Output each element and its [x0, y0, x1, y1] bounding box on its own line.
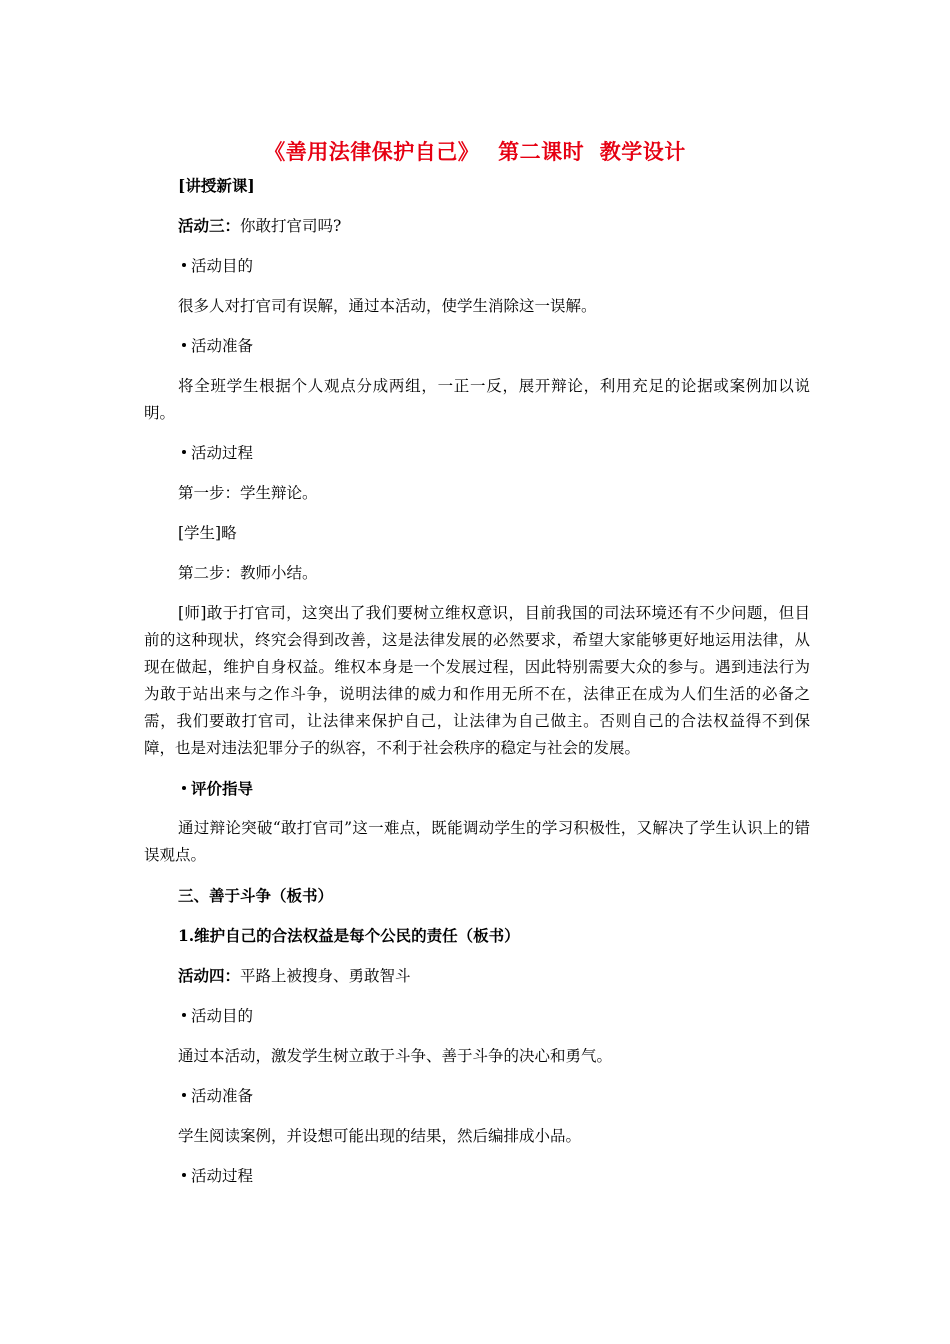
bullet-label: 活动准备	[191, 337, 254, 355]
activity4-heading	[144, 962, 810, 990]
bullet-dot	[182, 1013, 186, 1017]
bullet-dot	[182, 263, 186, 267]
section3-heading: 三、善于斗争（板书）	[178, 886, 334, 905]
bullet-dot	[182, 450, 186, 454]
bullet-label: 活动准备	[191, 1087, 254, 1105]
bullet-dot	[182, 343, 186, 347]
activity4-label: 活动四：	[178, 966, 241, 985]
bullet-label: 活动过程	[191, 444, 254, 462]
bullet-label: 活动目的	[191, 1007, 254, 1025]
document-body	[144, 172, 810, 1190]
document-title: 《善用法律保护自己》 第二课时 教学设计	[264, 139, 686, 164]
bullet-label: 活动目的	[191, 257, 254, 275]
activity3-prep-heading	[144, 333, 810, 360]
activity4-prep-text: 学生阅读案例，并设想可能出现的结果，然后编排成小品。	[178, 1127, 582, 1145]
bullet-dot	[182, 1173, 186, 1177]
activity3-teacher-summary: [师]敢于打官司，这突出了我们要树立维权意识，目前我国的司法环境还有不少问题，但目前的这种现状，终究会得到改善，这是法律发展的必然要求，希望大家能够更好地运用法律，从现在做起，维护自身权益。维权本身是一个发展过程，因此特别需要大众的参与。遇到违法行为为敢于站出来与之作斗争，说明法律的威力和作用无所不在，法律正在成为人们生活的必备之需，我们要敢打官司，让法律来保护自己，让法律为自己做主。否则自己的合法权益得不到保障，也是对违法犯罪分子的纵容，不利于社会秩序的稳定与社会的发展。	[144, 604, 810, 757]
activity4-title: 平路上被搜身、勇敢智斗	[240, 967, 411, 985]
activity3-step1: 第一步：学生辩论。	[178, 484, 318, 502]
activity3-step2: 第二步：教师小结。	[178, 564, 318, 582]
activity3-eval-heading	[144, 775, 810, 802]
activity3-prep-text: 将全班学生根据个人观点分成两组，一正一反，展开辩论，利用充足的论据或案例加以说明。	[144, 377, 810, 422]
section-header: [讲授新课]	[178, 176, 255, 195]
activity3-title: 你敢打官司吗?	[240, 217, 342, 235]
activity3-process-heading	[144, 440, 810, 467]
activity4-prep-heading	[144, 1083, 810, 1110]
bullet-label: 评价指导	[191, 779, 254, 798]
bullet-dot	[182, 786, 186, 790]
activity4-goal-heading	[144, 1003, 810, 1030]
subsection1-heading: 1.维护自己的合法权益是每个公民的责任（板书）	[178, 926, 520, 945]
activity3-eval-text: 通过辩论突破“敢打官司”这一难点，既能调动学生的学习积极性，又解决了学生认识上的错误观点。	[144, 819, 810, 864]
bullet-dot	[182, 1093, 186, 1097]
activity3-goal-text: 很多人对打官司有误解，通过本活动，使学生消除这一误解。	[178, 297, 597, 315]
activity3-heading	[144, 212, 810, 240]
activity4-process-heading	[144, 1163, 810, 1190]
bullet-label: 活动过程	[191, 1167, 254, 1185]
activity4-goal-text: 通过本活动，激发学生树立敢于斗争、善于斗争的决心和勇气。	[178, 1047, 613, 1065]
activity3-student: [学生]略	[178, 524, 237, 542]
activity3-goal-heading	[144, 253, 810, 280]
activity3-label: 活动三：	[178, 216, 241, 235]
